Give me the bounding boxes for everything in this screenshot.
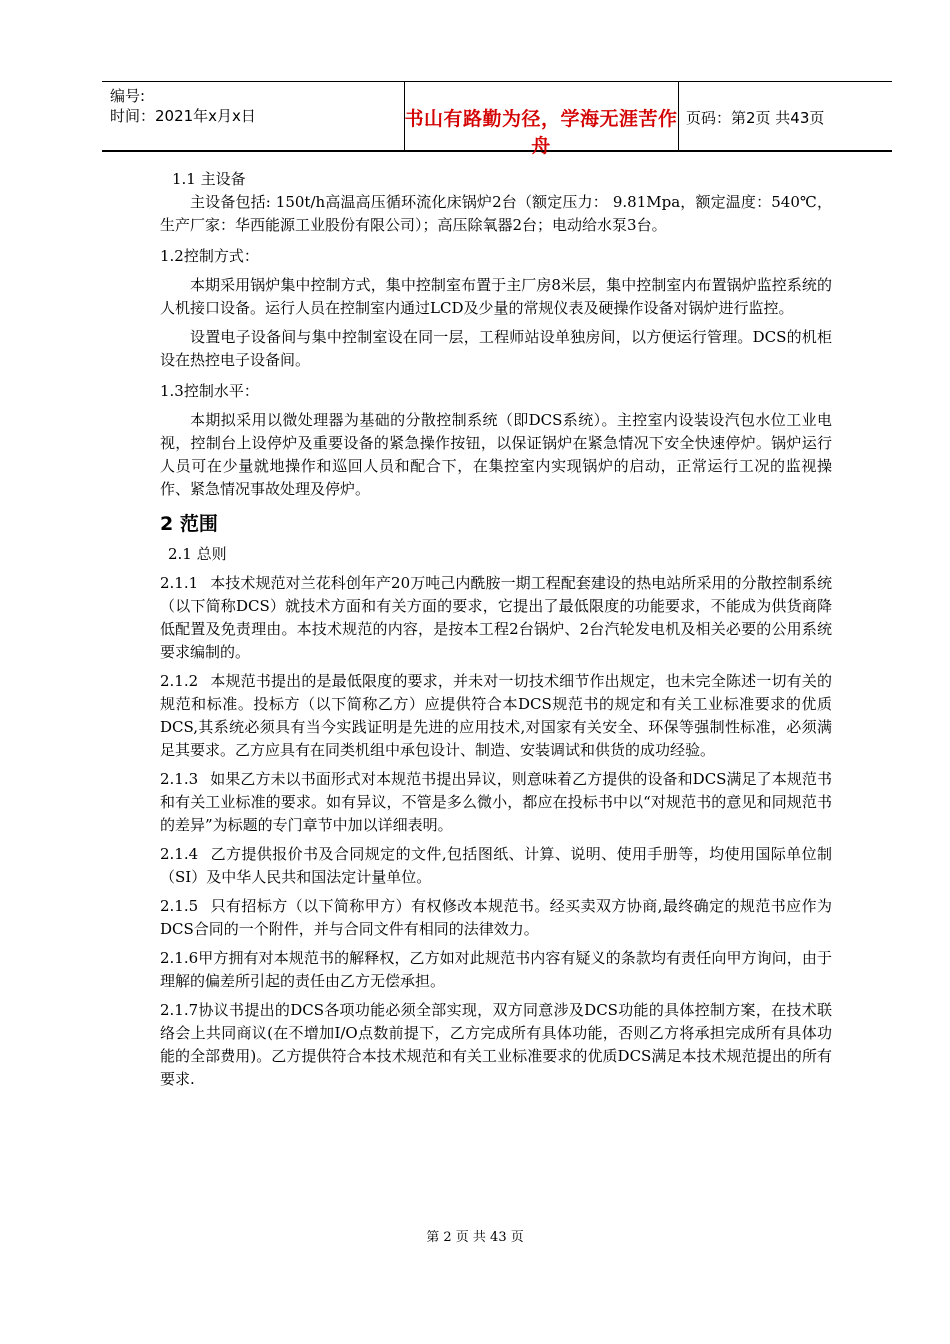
header-meta <box>110 86 310 126</box>
clause-number: 2.1.5 <box>160 897 199 915</box>
header-divider <box>678 82 679 150</box>
clause-text: 乙方提供报价书及合同规定的文件,包括图纸、计算、说明、使用手册等，均使用国际单位制（SI）及中华人民共和国法定计量单位。 <box>160 845 832 886</box>
paragraph: 主设备包括: 150t/h高温高压循环流化床锅炉2台（额定压力： 9.81Mpa，额定温度：540℃，生产厂家：华西能源工业股份有限公司）；高压除氧器2台；电动给水泵3台。 <box>160 193 832 234</box>
header-motto: 书山有路勤为径，学海无涯苦作舟 <box>404 108 678 157</box>
clause-item <box>160 895 832 941</box>
clause-text: 本规范书提出的是最低限度的要求，并未对一切技术细节作出规定，也未完全陈述一切有关的规范和标准。投标方（以下简称乙方）应提供符合本DCS规范书的规定和有关工业标准要求的优质DCS,其系统必须具有当今实践证明是先进的应用技术,对国家有关安全、环保等强制性标准，必须满足其要求。乙方应具有在同类机组中承包设计、制造、安装调试和供货的成功经验。 <box>160 672 832 759</box>
clause-number: 2.1.3 <box>160 770 199 788</box>
clause-number: 2.1.1 <box>160 574 199 592</box>
clause-text: 本技术规范对兰花科创年产20万吨己内酰胺一期工程配套建设的热电站所采用的分散控制系统（以下简称DCS）就技术方面和有关方面的要求，它提出了最低限度的功能要求，不能成为供货商降低配置及免责理由。本技术规范的内容，是按本工程2台锅炉、2台汽轮发电机及相关必要的公用系统要求编制的。 <box>160 574 832 661</box>
section-title-2-1: 2.1 总则 <box>168 545 227 563</box>
clause-text: 协议书提出的DCS各项功能必须全部实现，双方同意涉及DCS功能的具体控制方案，在技术联络会上共同商议(在不增加I/O点数前提下，乙方完成所有具体功能，否则乙方将承担完成所有具体功能的全部费用)。乙方提供符合本技术规范和有关工业标准要求的优质DCS满足本技术规范提出的所有要求. <box>160 1001 833 1088</box>
section-heading-2: 2 范围 <box>160 513 218 535</box>
section-title-1-1: 1.1 主设备 <box>172 170 246 188</box>
code-label: 编号: <box>110 87 146 105</box>
clause-item <box>160 947 832 993</box>
clause-text: 甲方拥有对本规范书的解释权，乙方如对此规范书内容有疑义的条款均有责任向甲方询问，由于理解的偏差所引起的责任由乙方无偿承担。 <box>160 949 832 990</box>
clause-item <box>160 999 832 1091</box>
clause-item <box>160 572 832 664</box>
clause-number: 2.1.4 <box>160 845 199 863</box>
clause-text: 如果乙方未以书面形式对本规范书提出异议，则意味着乙方提供的设备和DCS满足了本规范书和有关工业标准的要求。如有异议，不管是多么微小，都应在投标书中以“对规范书的意见和同规范书的差异”为标题的专门章节中加以详细表明。 <box>160 770 832 834</box>
section-title-1-3: 1.3控制水平： <box>160 382 259 400</box>
header-page-info: 页码：第2页 共43页 <box>686 109 825 127</box>
clause-number: 2.1.7 <box>160 1001 199 1019</box>
clause-item <box>160 843 832 889</box>
paragraph: 本期拟采用以微处理器为基础的分散控制系统（即DCS系统）。主控室内设装设汽包水位工业电视，控制台上设停炉及重要设备的紧急操作按钮，以保证锅炉在紧急情况下安全快速停炉。锅炉运行人员可在少量就地操作和巡回人员和配合下，在集控室内实现锅炉的启动，正常运行工况的监视操作、紧急情况事故处理及停炉。 <box>160 411 832 498</box>
paragraph: 本期采用锅炉集中控制方式，集中控制室布置于主厂房8米层，集中控制室内布置锅炉监控系统的人机接口设备。运行人员在控制室内通过LCD及少量的常规仪表及硬操作设备对锅炉进行监控。 <box>160 276 832 317</box>
clause-number: 2.1.2 <box>160 672 199 690</box>
page-header <box>102 81 892 157</box>
page-footer: 第 2 页 共 43 页 <box>426 1230 524 1245</box>
clause-text: 只有招标方（以下简称甲方）有权修改本规范书。经买卖双方协商,最终确定的规范书应作为DCS合同的一个附件，并与合同文件有相同的法律效力。 <box>160 897 832 938</box>
document-body <box>160 168 832 1091</box>
time-label: 时间：2021年x月x日 <box>110 107 256 125</box>
section-title-1-2: 1.2控制方式： <box>160 247 259 265</box>
clause-item <box>160 670 832 762</box>
paragraph: 设置电子设备间与集中控制室设在同一层，工程师站设单独房间，以方便运行管理。DCS的机柜设在热控电子设备间。 <box>160 328 832 369</box>
clause-item <box>160 768 832 837</box>
clause-number: 2.1.6 <box>160 949 199 967</box>
